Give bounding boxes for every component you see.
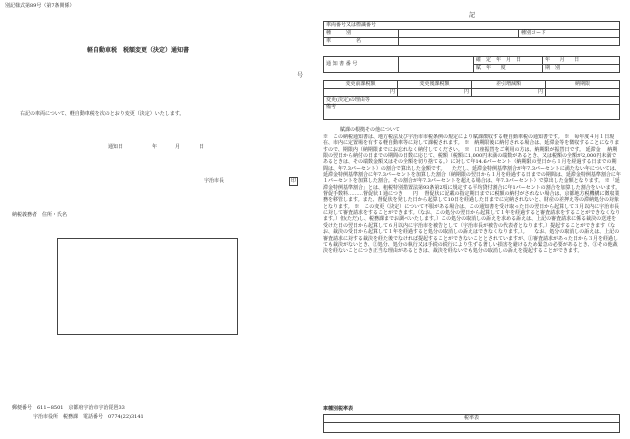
mayor-label: 宇治市長 bbox=[204, 178, 225, 184]
rate-table-heading: 車種別税率表 bbox=[323, 406, 354, 412]
document-title: 軽自動車税 税額変更（決定）通知書 bbox=[87, 47, 190, 54]
form-reference: 別記様式第89号（第7条関係） bbox=[5, 3, 75, 9]
intro-text: 右記の車両について、軽自動車税を次のとおり変更（決定）いたします。 bbox=[20, 111, 185, 117]
footer-line-1: 郵便番号 611−8501 京都府宇治市宇治琵琶33 bbox=[12, 405, 125, 411]
notice-table bbox=[323, 56, 620, 73]
diff-yen: 円 bbox=[472, 89, 546, 97]
taxpayer-label: 納税義務者 住所・氏名 bbox=[12, 212, 68, 218]
remarks-label: 備考 bbox=[324, 105, 620, 120]
rate-table-label: 税率表 bbox=[324, 415, 620, 423]
term-cell: 期 別 bbox=[543, 65, 620, 73]
diff-amount-label: 差引増減額 bbox=[472, 81, 546, 89]
type-label: 種 別 bbox=[324, 30, 399, 38]
determined-date-label: 確 定 年 月 日 bbox=[474, 57, 543, 65]
number-suffix: 号 bbox=[297, 72, 304, 79]
notice-date-day: 日 bbox=[199, 144, 205, 150]
notice-number-label: 通 知 書 番 号 bbox=[324, 57, 399, 73]
after-yen: 円 bbox=[398, 89, 472, 97]
notice-date-year: 年 bbox=[152, 144, 158, 150]
notes-body: ※ この納税通知書は、地方税法及び宇治市市税条例の規定により賦課徴収する軽自動車税の通知書です。 ※ 毎年度４月１日現在、市内に定置場を有する軽自動車等に対して課税されます。 ※ 納期限後に納付される場合は、延滞金等を徴収することになりますので、期限内（納期限までにお忘れなく納付してください。 ※ 口座振替をご利用の方は、納期限が振替日です。 延滞金 納期限の翌日から納付の日までの期間の日数に応じて、税額（税額に1,000円未満の端数があるとき、又は税額の全額が2,000円未満であるときは、その端数金額又はその全額を切り捨てる。）に対して年14.6パーセント（納期限の翌日から１月を経過する日までの期間は、年7.3パーセント）の割合で算出した金額です。 ただし、延滞金特例基準割合が年7.3パーセントに満たない年については、延滞金特例基準割合に年7.3パーセントを加算した割合（納期限の翌日から１月を経過する日までの期間は、延滞金特例基準割合に年１パーセントを加算した割合。その割合が年7.3パーセントを超える場合は、年7.3パーセント）で算出した金額となります。 ※「延滞金特例基準割合」とは、租税特別措置法第93条第2項に規定する平均貸付割合に年1パーセントの割合を加算した割合をいいます。 督促手数料………督促状１通につき 円 督促状に記載の指定期日までに税額の納付がされない場合は、京都地方税機構に徴収業務を移管します。また、督促状を発した日から起算して10日を経過した日までに完納されないと、財産の差押え等の滞納処分の対象となります。 ※ この変更（決定）について不服がある場合は、この通知書を受け取った日の翌日から起算して３月以内に宇治市長に対して審査請求をすることができます。（なお、この処分の翌日から起算して１年を経過すると審査請求をすることができなくなります。）但(ただ)し、税務課までお調べいたします。）この処分の取消しの訴えを求める訴えは、上記の審査請求に係る裁決の送達を受けた日の翌日から起算して６月以内に宇治市を被告として（宇治市長が被告の代表者となります。）提起することができます（なお、裁決の受日から起算して１年を経過すると処分の取消しの訴えはできなくなります。）。 なお、処分の取消しの訴えは、上記の審査請求に対する裁決を経た後でなければ提起することができないこととされていますが、①審査請求があった日から３月を経過しても裁決がないとき、②処分、処分の執行又は手続の続行により生ずる著しい損害を避けるため緊急の必要があるとき、③その他裁決を経ないことにつき正当な理由があるときは、裁決を経ないでも処分の取消しの訴えを提起することができます。 bbox=[323, 134, 621, 255]
vehicle-table bbox=[323, 21, 620, 46]
notice-date-month: 月 bbox=[175, 144, 181, 150]
amount-table bbox=[323, 80, 620, 120]
official-seal: 印 bbox=[290, 178, 296, 184]
notice-date-label: 通知日 bbox=[108, 144, 124, 150]
reason-label: 変更(決定)の理由等 bbox=[324, 97, 620, 105]
after-amount-label: 変更後課税額 bbox=[398, 81, 472, 89]
before-amount-label: 変更前課税額 bbox=[324, 81, 398, 89]
right-header: 記 bbox=[469, 12, 476, 19]
plate-label: 車両番号又は標識番号 bbox=[324, 22, 620, 30]
fiscal-year-cell: 賦 年 度 bbox=[474, 65, 543, 73]
notes-heading: 賦課の根拠その他について bbox=[340, 127, 400, 133]
car-name-label: 車 名 bbox=[324, 38, 399, 46]
rate-table bbox=[323, 414, 620, 433]
address-window bbox=[57, 238, 238, 335]
before-yen: 円 bbox=[324, 89, 398, 97]
date-cells: 年 月 日 bbox=[543, 57, 620, 65]
footer-line-2: 宇治市役所 税務課 電話番号 0774(22)3141 bbox=[33, 414, 144, 420]
type-code-label: 種別コード bbox=[519, 30, 620, 38]
paid-date-label: 納期限 bbox=[546, 81, 620, 89]
